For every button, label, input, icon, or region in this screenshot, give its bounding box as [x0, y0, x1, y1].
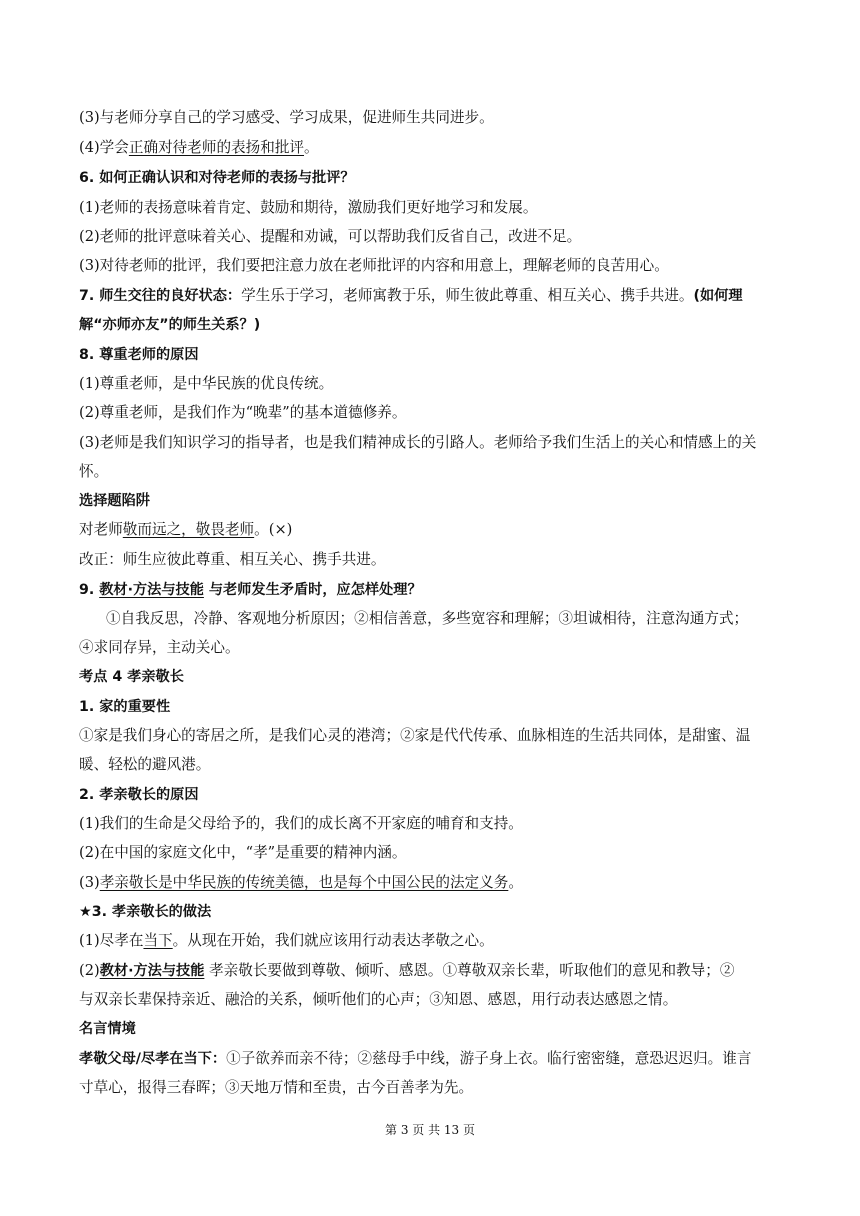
underlined-text: 敬而远之，敬畏老师: [122, 521, 255, 538]
text-line: (2)在中国的家庭文化中，“孝”是重要的精神内涵。: [79, 844, 407, 861]
text-line: (2)老师的批评意味着关心、提醒和劝诫，可以帮助我们反省自己，改进不足。: [79, 228, 582, 245]
text-line: (3)与老师分享自己的学习感受、学习成果，促进师生共同进步。: [79, 109, 494, 126]
text-span: 与老师发生矛盾时，应怎样处理？: [203, 582, 422, 598]
question-heading: [79, 580, 785, 600]
underlined-text: 孝亲敬长是中华民族的传统美德，也是每个中国公民的法定义务: [99, 874, 509, 891]
text-line: 与双亲长辈保持亲近、融洽的关系，倾听他们的心声；③知恩、感恩，用行动表达感恩之情。: [79, 991, 678, 1008]
text-line: 暖、轻松的避风港。: [79, 756, 211, 773]
text-line: (3)老师是我们知识学习的指导者，也是我们精神成长的引路人。老师给予我们生活上的关心和情感上的关: [79, 434, 757, 451]
section-heading: 考点 4 孝亲敬长: [79, 669, 184, 685]
method-tag: 教材·方法与技能: [99, 963, 205, 979]
text-span: 9.: [79, 582, 100, 598]
text-line: (2)尊重老师，是我们作为“晚辈”的基本道德修养。: [79, 404, 407, 421]
text-span: ①子欲养而亲不待；②慈母手中线，游子身上衣。临行密密缝，意恐迟迟归。谁言: [226, 1050, 752, 1067]
bold-note: 解“亦师亦友”的师生关系？): [79, 317, 261, 333]
text-span: (1)尽孝在: [79, 932, 144, 949]
text-line: (1)我们的生命是父母给予的，我们的成长离不开家庭的哺育和支持。: [79, 815, 523, 832]
question-heading: 2. 孝亲敬长的原因: [79, 787, 199, 803]
text-line: [79, 931, 785, 951]
underlined-text: 正确对待老师的表扬和批评: [128, 139, 305, 156]
underlined-text: 当下: [143, 932, 173, 949]
text-line: [79, 520, 785, 540]
question-heading: 6. 如何正确认识和对待老师的表扬与批评？: [79, 170, 355, 186]
method-tag: 教材·方法与技能: [99, 582, 204, 598]
section-heading: 选择题陷阱: [79, 493, 150, 509]
page-footer: 第 3 页 共 13 页: [385, 1123, 475, 1137]
term-label: 7. 师生交往的良好状态：: [79, 288, 242, 304]
term-label: 孝敬父母/尽孝在当下：: [79, 1051, 227, 1067]
text-span: 孝亲敬长要做到尊敬、倾听、感恩。①尊敬双亲长辈，听取他们的意见和教导；②: [204, 962, 735, 979]
text-line: [79, 1049, 785, 1069]
text-line: ①自我反思，冷静、客观地分析原因；②相信善意，多些宽容和理解；③坦诚相待，注意沟通方式；: [106, 610, 749, 627]
text-line: 寸草心，报得三春晖；③天地万情和至贵，古今百善孝为先。: [79, 1079, 474, 1096]
question-heading: ★3. 孝亲敬长的做法: [79, 904, 212, 920]
bold-note: (如何理: [693, 288, 743, 304]
text-line: [79, 873, 785, 893]
text-span: (3): [79, 874, 100, 891]
text-span: (4)学会: [79, 139, 129, 156]
text-line: 怀。: [79, 463, 109, 480]
text-line: 改正：师生应彼此尊重、相互关心、携手共进。: [79, 551, 386, 568]
text-span: 学生乐于学习，老师寓教于乐，师生彼此尊重、相互关心、携手共进。: [241, 287, 694, 304]
text-line: ①家是我们身心的寄居之所，是我们心灵的港湾；②家是代代传承、血脉相连的生活共同体，是甜蜜、温: [79, 727, 751, 744]
question-heading: 1. 家的重要性: [79, 699, 171, 715]
text-span: 。: [508, 874, 523, 891]
text-line: [79, 286, 785, 306]
text-line: (1)老师的表扬意味着肯定、鼓励和期待，激励我们更好地学习和发展。: [79, 199, 538, 216]
text-span: 对老师: [79, 521, 123, 538]
text-line: (1)尊重老师，是中华民族的优良传统。: [79, 375, 334, 392]
text-line: [79, 961, 785, 981]
text-span: 。(×): [254, 521, 293, 538]
text-span: (2): [79, 962, 100, 979]
text-span: 。: [304, 139, 319, 156]
text-span: 。从现在开始，我们就应该用行动表达孝敬之心。: [172, 932, 494, 949]
section-heading: 名言情境: [79, 1021, 136, 1037]
text-line: (3)对待老师的批评，我们要把注意力放在老师批评的内容和用意上，理解老师的良苦用心。: [79, 257, 669, 274]
question-heading: 8. 尊重老师的原因: [79, 347, 199, 363]
text-line: ④求同存异，主动关心。: [79, 639, 240, 656]
text-line: [79, 138, 785, 158]
